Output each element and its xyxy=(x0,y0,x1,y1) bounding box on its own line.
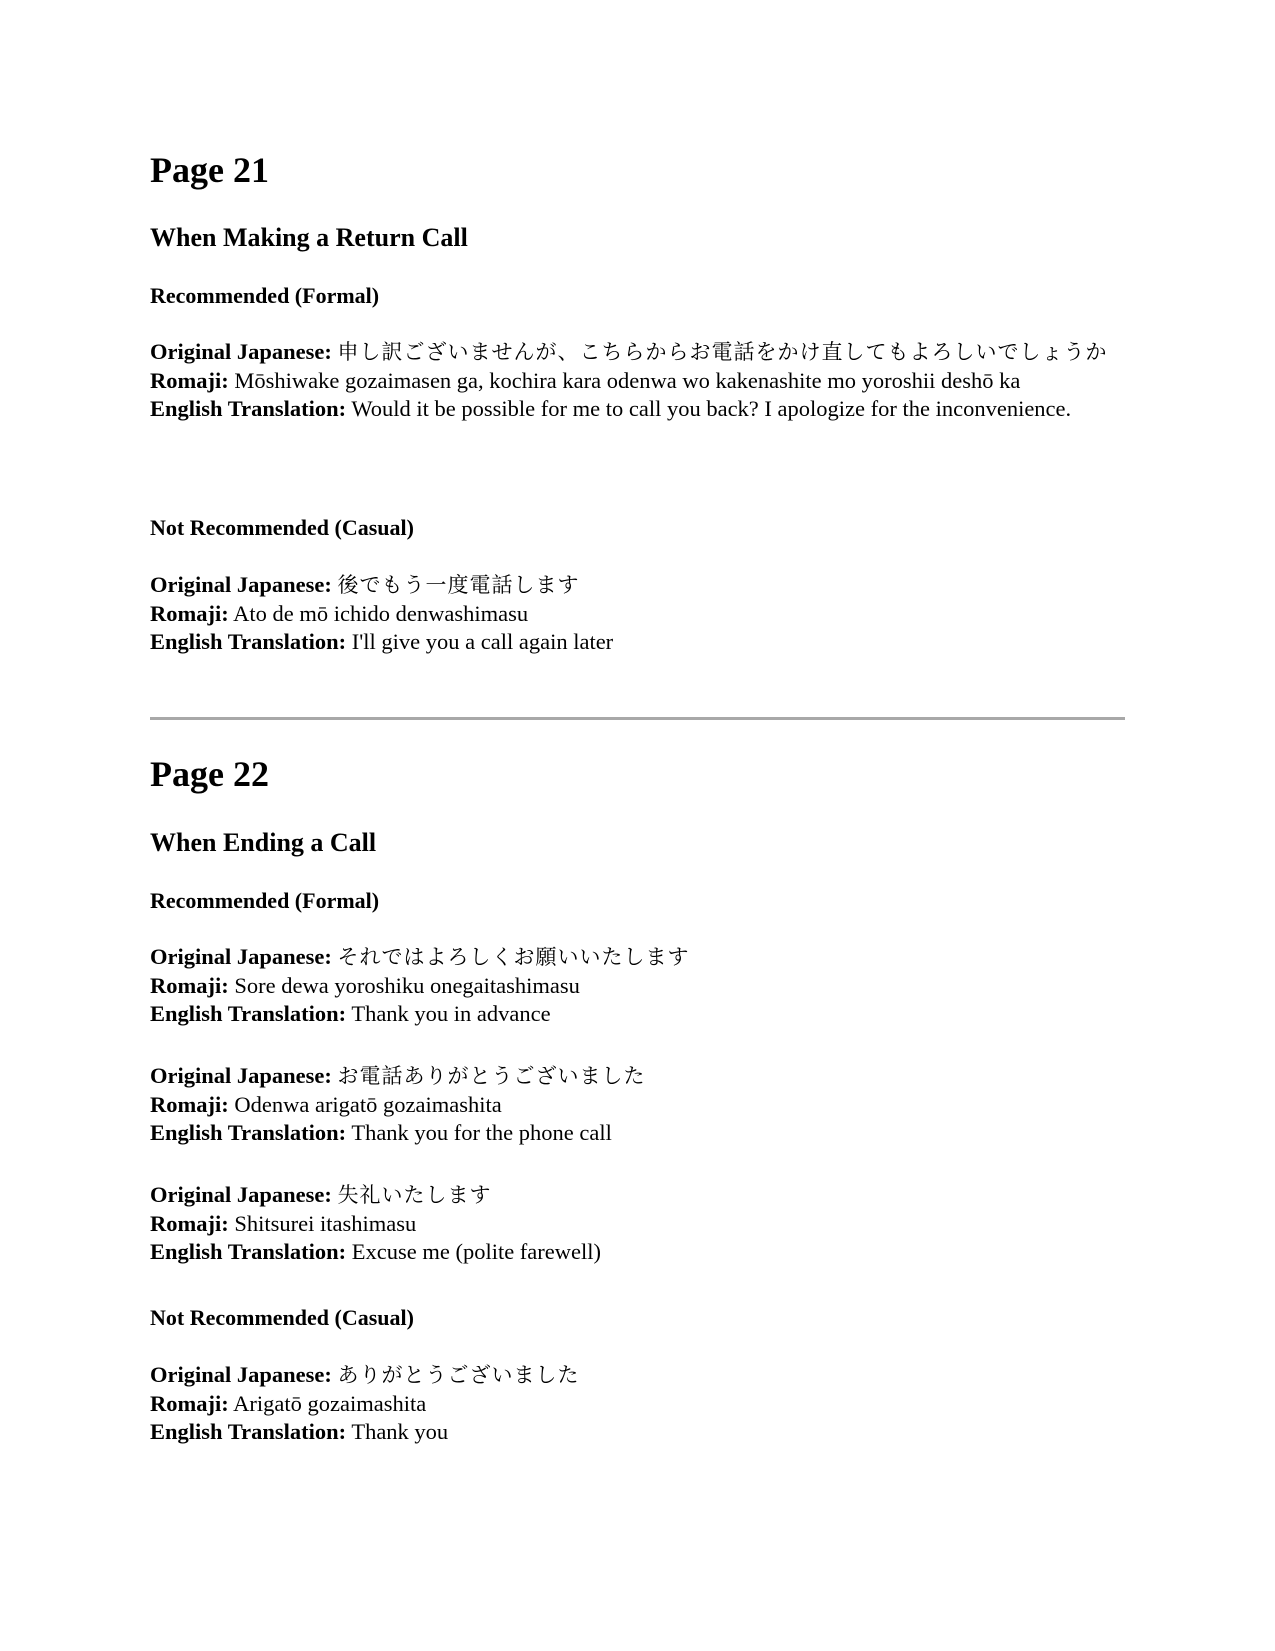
romaji-text: Ato de mō ichido denwashimasu xyxy=(233,600,529,626)
romaji-line xyxy=(150,1390,1125,1419)
romaji-label: Romaji: xyxy=(150,1390,229,1416)
japanese-line xyxy=(150,1181,1125,1210)
original-japanese-label: Original Japanese: xyxy=(150,944,332,969)
english-text: Thank you for the phone call xyxy=(351,1120,612,1145)
english-translation-label: English Translation: xyxy=(150,1239,347,1264)
english-line xyxy=(150,1238,1125,1267)
english-line xyxy=(150,1000,1125,1029)
section-heading-return-call: When Making a Return Call xyxy=(150,223,468,252)
page-divider xyxy=(150,717,1125,720)
phrase-entry xyxy=(150,1062,1125,1148)
japanese-line xyxy=(150,338,1125,367)
phrase-entry xyxy=(150,1181,1125,1267)
recommended-heading: Recommended (Formal) xyxy=(150,888,380,913)
english-translation-label: English Translation: xyxy=(150,629,347,654)
romaji-label: Romaji: xyxy=(150,367,229,393)
english-translation-label: English Translation: xyxy=(150,1120,347,1145)
romaji-line xyxy=(150,972,1125,1001)
phrase-entry xyxy=(150,1361,1125,1447)
japanese-line xyxy=(150,943,1125,972)
romaji-line xyxy=(150,1210,1125,1239)
japanese-text: 失礼いたします xyxy=(337,1183,492,1207)
english-line xyxy=(150,395,1125,424)
english-line xyxy=(150,1418,1125,1447)
not-recommended-heading: Not Recommended (Casual) xyxy=(150,515,414,540)
romaji-label: Romaji: xyxy=(150,1210,229,1236)
original-japanese-label: Original Japanese: xyxy=(150,1362,332,1387)
romaji-line xyxy=(150,600,1125,629)
english-translation-label: English Translation: xyxy=(150,1001,347,1026)
phrase-entry xyxy=(150,338,1125,424)
romaji-line xyxy=(150,1091,1125,1120)
english-translation-label: English Translation: xyxy=(150,396,347,421)
japanese-text: それではよろしくお願いいたします xyxy=(337,945,690,969)
english-line xyxy=(150,628,1125,657)
romaji-label: Romaji: xyxy=(150,1091,229,1117)
section-heading-ending-call: When Ending a Call xyxy=(150,828,377,857)
page-22-heading: Page 22 xyxy=(150,754,269,794)
japanese-text: 申し訳ございませんが、こちらからお電話をかけ直してもよろしいでしょうか xyxy=(337,340,1108,364)
english-translation-label: English Translation: xyxy=(150,1419,347,1444)
romaji-line xyxy=(150,367,1125,396)
romaji-text: Sore dewa yoroshiku onegaitashimasu xyxy=(234,972,580,998)
phrase-entry xyxy=(150,943,1125,1029)
recommended-heading: Recommended (Formal) xyxy=(150,283,380,308)
romaji-label: Romaji: xyxy=(150,600,229,626)
english-line xyxy=(150,1119,1125,1148)
original-japanese-label: Original Japanese: xyxy=(150,1063,332,1088)
english-text: Would it be possible for me to call you back? I apologize for the inconvenience. xyxy=(351,396,1072,421)
english-text: Thank you in advance xyxy=(351,1001,551,1026)
japanese-text: お電話ありがとうございました xyxy=(337,1064,646,1088)
original-japanese-label: Original Japanese: xyxy=(150,572,332,597)
original-japanese-label: Original Japanese: xyxy=(150,1182,332,1207)
original-japanese-label: Original Japanese: xyxy=(150,339,332,364)
japanese-line xyxy=(150,1062,1125,1091)
romaji-text: Shitsurei itashimasu xyxy=(234,1210,417,1236)
not-recommended-heading: Not Recommended (Casual) xyxy=(150,1305,414,1330)
english-text: I'll give you a call again later xyxy=(351,629,614,654)
english-text: Excuse me (polite farewell) xyxy=(351,1239,601,1264)
romaji-label: Romaji: xyxy=(150,972,229,998)
romaji-text: Odenwa arigatō gozaimashita xyxy=(234,1091,502,1117)
japanese-text: ありがとうございました xyxy=(337,1363,580,1387)
japanese-text: 後でもう一度電話します xyxy=(337,573,580,597)
romaji-text: Mōshiwake gozaimasen ga, kochira kara odenwa wo kakenashite mo yoroshii deshō ka xyxy=(234,367,1021,393)
japanese-line xyxy=(150,1361,1125,1390)
page-21-heading: Page 21 xyxy=(150,150,269,190)
phrase-entry xyxy=(150,571,1125,657)
english-text: Thank you xyxy=(351,1419,449,1444)
romaji-text: Arigatō gozaimashita xyxy=(233,1390,427,1416)
japanese-line xyxy=(150,571,1125,600)
